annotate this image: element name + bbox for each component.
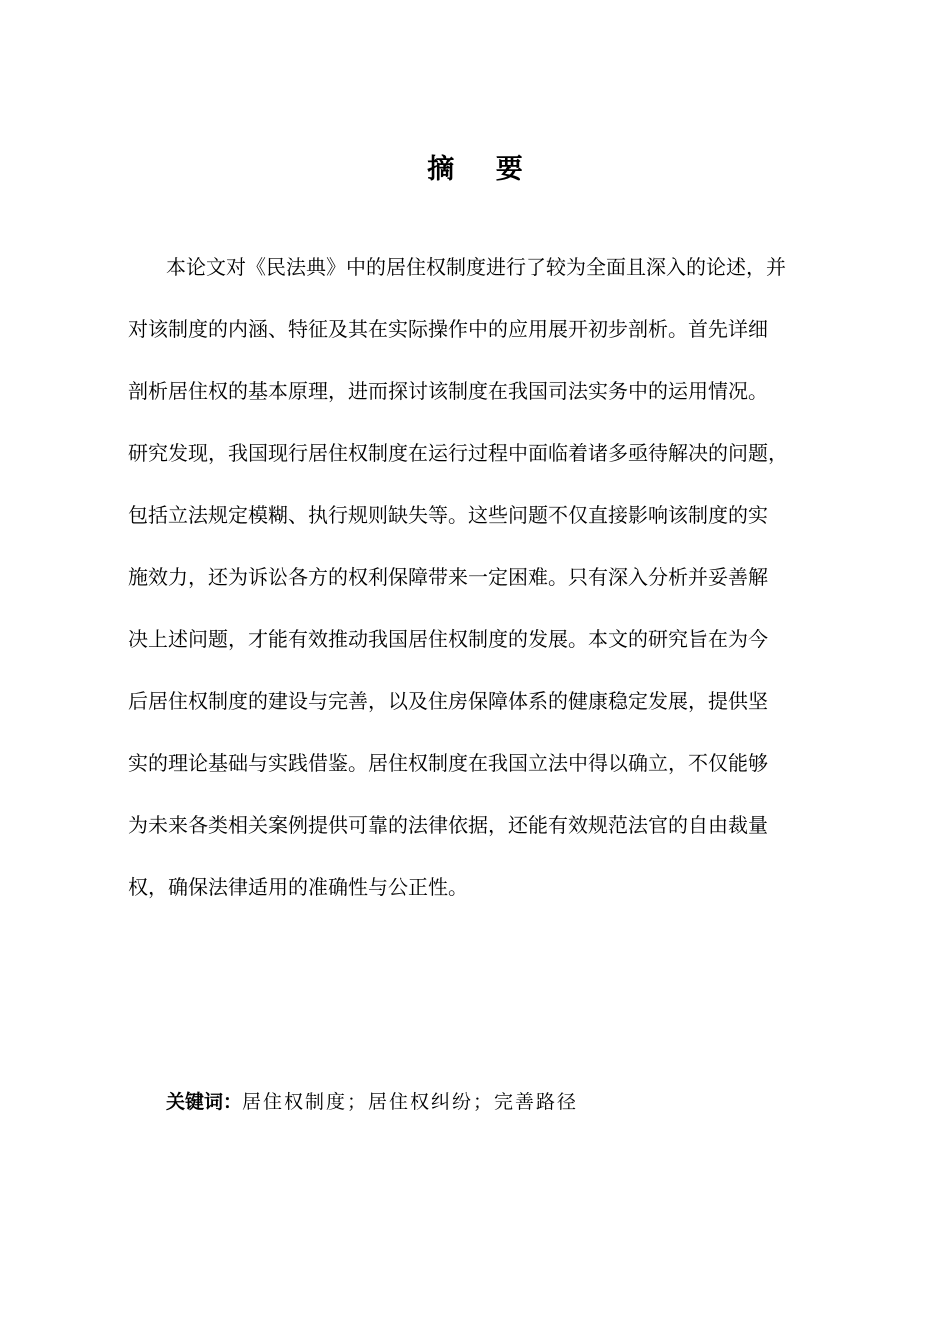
paragraph-line: 为未来各类相关案例提供可靠的法律依据，还能有效规范法官的自由裁量 (128, 813, 768, 837)
keywords-section (166, 1083, 578, 1122)
paragraph-line: 本论文对《民法典》中的居住权制度进行了较为全面且深入的论述，并 (166, 255, 786, 279)
paragraph-line: 施效力，还为诉讼各方的权利保障带来一定困难。只有深入分析并妥善解 (128, 565, 768, 589)
paragraph-line: 决上述问题，才能有效推动我国居住权制度的发展。本文的研究旨在为今 (128, 627, 768, 651)
paragraph-line: 研究发现，我国现行居住权制度在运行过程中面临着诸多亟待解决的问题， (128, 441, 788, 465)
paragraph-line: 对该制度的内涵、特征及其在实际操作中的应用展开初步剖析。首先详细 (128, 317, 768, 341)
paragraph-line: 权，确保法律适用的准确性与公正性。 (128, 875, 468, 899)
keywords-label: 关键词： (166, 1091, 243, 1113)
paragraph-line: 包括立法规定模糊、执行规则缺失等。这些问题不仅直接影响该制度的实 (128, 503, 768, 527)
paragraph-line: 剖析居住权的基本原理，进而探讨该制度在我国司法实务中的运用情况。 (128, 379, 768, 403)
paragraph-line: 后居住权制度的建设与完善，以及住房保障体系的健康稳定发展，提供坚 (128, 689, 768, 713)
keywords-value: 居住权制度；居住权纠纷；完善路径 (242, 1091, 579, 1113)
page-title: 摘 要 (427, 154, 539, 185)
abstract-paragraph (128, 236, 853, 918)
paragraph-line: 实的理论基础与实践借鉴。居住权制度在我国立法中得以确立，不仅能够 (128, 751, 768, 775)
